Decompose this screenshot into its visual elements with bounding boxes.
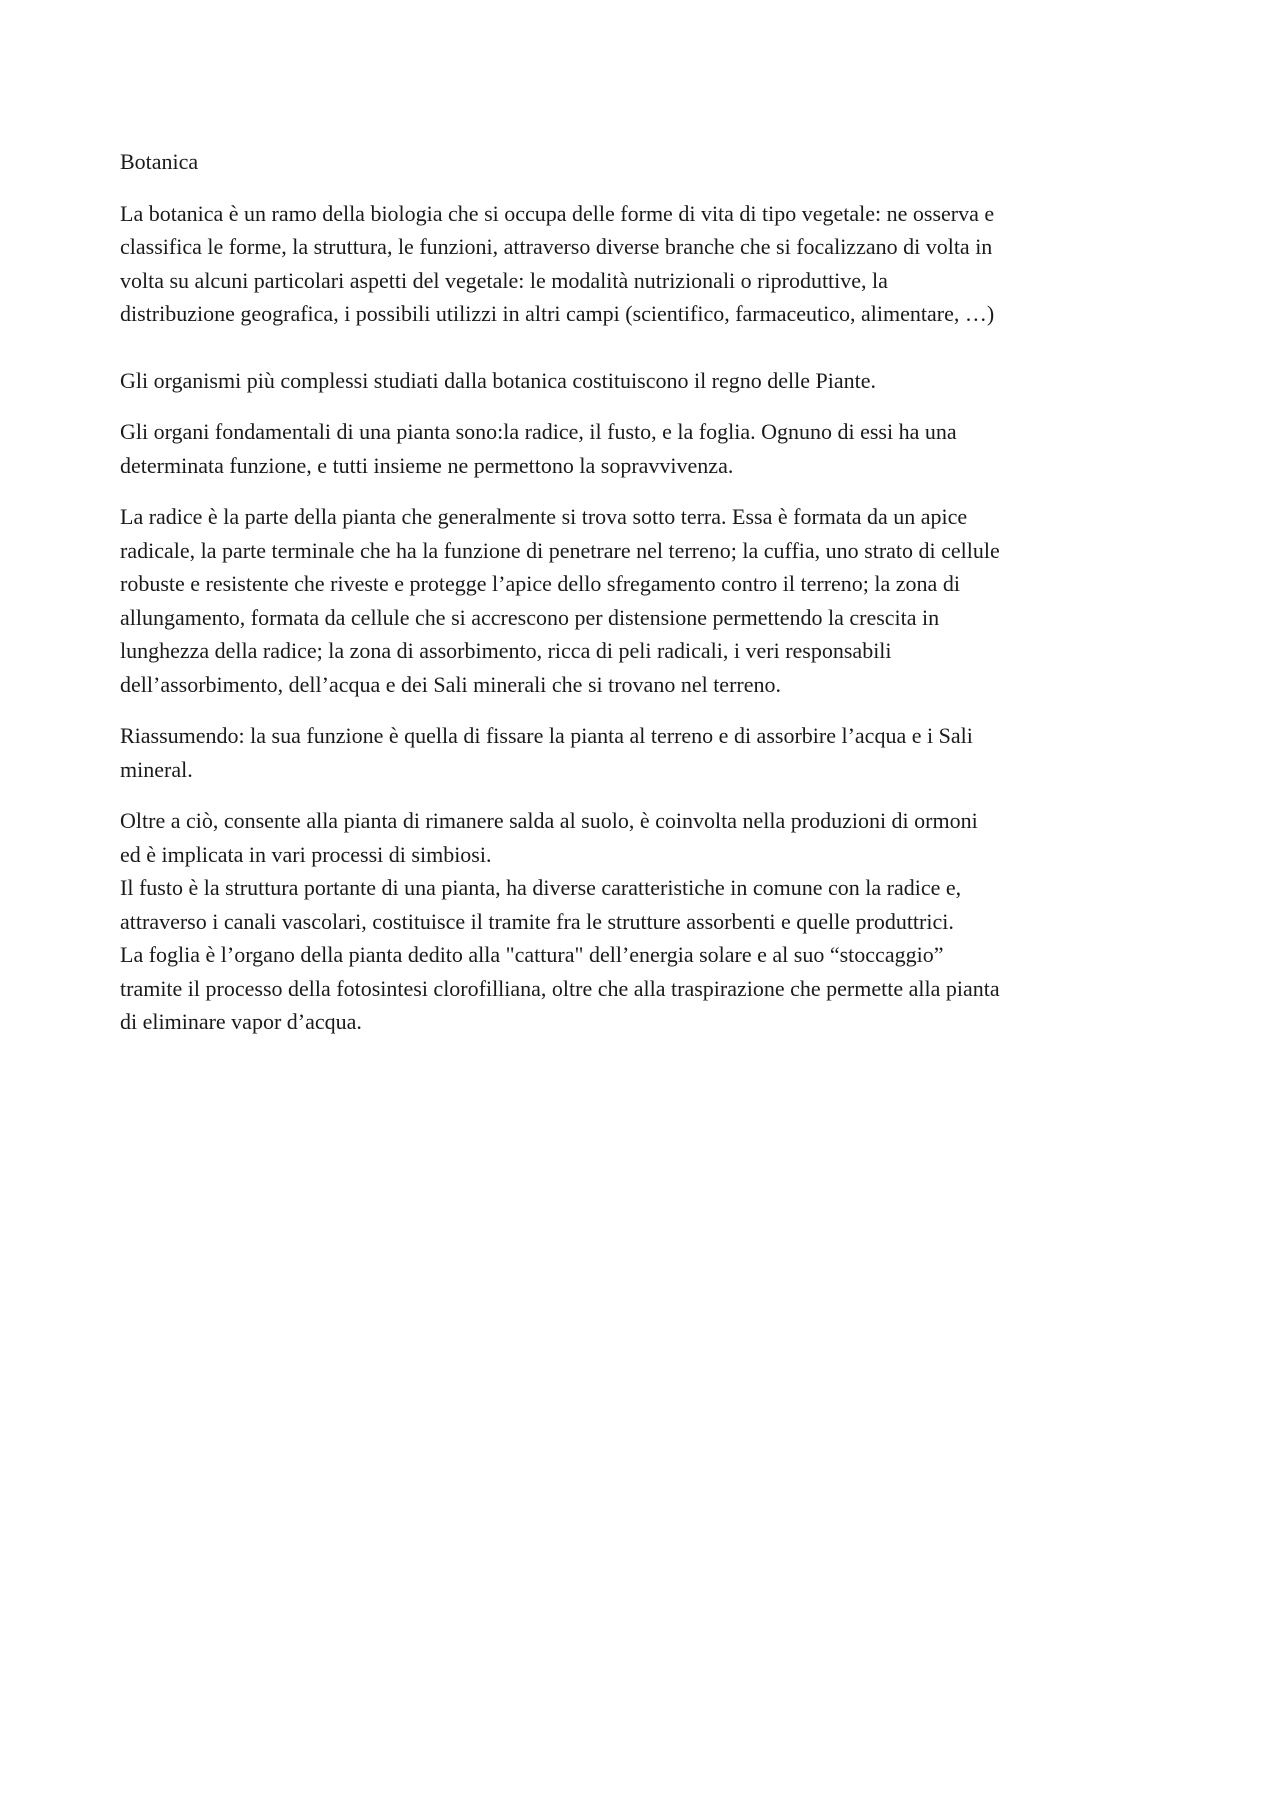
text-line: distribuzione geografica, i possibili utilizzi in altri campi (scientifico, farmaceutico, alimentare, …): [120, 301, 995, 326]
paragraph-root: [120, 500, 1165, 701]
paragraph-intro: [120, 197, 1165, 331]
text-line: dell’assorbimento, dell’acqua e dei Sali minerali che si trovano nel terreno.: [120, 671, 781, 697]
text-line: lunghezza della radice; la zona di assorbimento, ricca di peli radicali, i veri responsabili: [120, 638, 892, 663]
text-line: allungamento, formata da cellule che si accrescono per distensione permettendo la crescita in: [120, 604, 940, 630]
text-line: La foglia è l’organo della pianta dedito alla "cattura" dell’energia solare e al suo “stoccaggio”: [120, 942, 944, 967]
paragraph-organisms: [120, 364, 1165, 398]
text-line: La radice è la parte della pianta che generalmente si trova sotto terra. Essa è formata da un apice: [120, 504, 968, 529]
text-line: volta su alcuni particolari aspetti del vegetale: le modalità nutrizionali o riproduttive, la: [120, 267, 888, 293]
text-line: di eliminare vapor d’acqua.: [120, 1009, 362, 1034]
document-page: [120, 145, 1165, 1057]
text-line: La botanica è un ramo della biologia che si occupa delle forme di vita di tipo vegetale: ne osserva e: [120, 200, 995, 226]
text-line: Il fusto è la struttura portante di una pianta, ha diverse caratteristiche in comune con la radice e,: [120, 875, 962, 900]
text-line: Oltre a ciò, consente alla pianta di rimanere salda al suolo, è coinvolta nella produzioni di ormoni: [120, 808, 978, 833]
text-line: robuste e resistente che riveste e protegge l’apice dello sfregamento contro il terreno; la zona di: [120, 571, 960, 596]
text-line: determinata funzione, e tutti insieme ne permettono la sopravvivenza.: [120, 452, 734, 478]
text-line: mineral.: [120, 756, 193, 782]
text-line: tramite il processo della fotosintesi clorofilliana, oltre che alla traspirazione che permette alla pianta: [120, 975, 1000, 1001]
text-line: attraverso i canali vascolari, costituisce il tramite fra le strutture assorbenti e quelle produttrici.: [120, 908, 954, 934]
text-line: Riassumendo: la sua funzione è quella di fissare la pianta al terreno e di assorbire l’acqua e i Sali: [120, 723, 973, 748]
text-line: Gli organismi più complessi studiati dalla botanica costituiscono il regno delle Piante.: [120, 367, 877, 393]
text-line: ed è implicata in vari processi di simbiosi.: [120, 841, 492, 867]
text-line: classifica le forme, la struttura, le funzioni, attraverso diverse branche che si focalizzano di volta in: [120, 234, 993, 259]
text-line: radicale, la parte terminale che ha la funzione di penetrare nel terreno; la cuffia, uno strato di cellule: [120, 537, 1000, 563]
text-line: Gli organi fondamentali di una pianta sono:la radice, il fusto, e la foglia. Ognuno di essi ha una: [120, 419, 957, 444]
paragraph-summary: [120, 719, 1165, 786]
paragraph-stem-leaf: [120, 804, 1165, 1039]
paragraph-organs: [120, 415, 1165, 482]
document-title: Botanica: [120, 149, 199, 174]
